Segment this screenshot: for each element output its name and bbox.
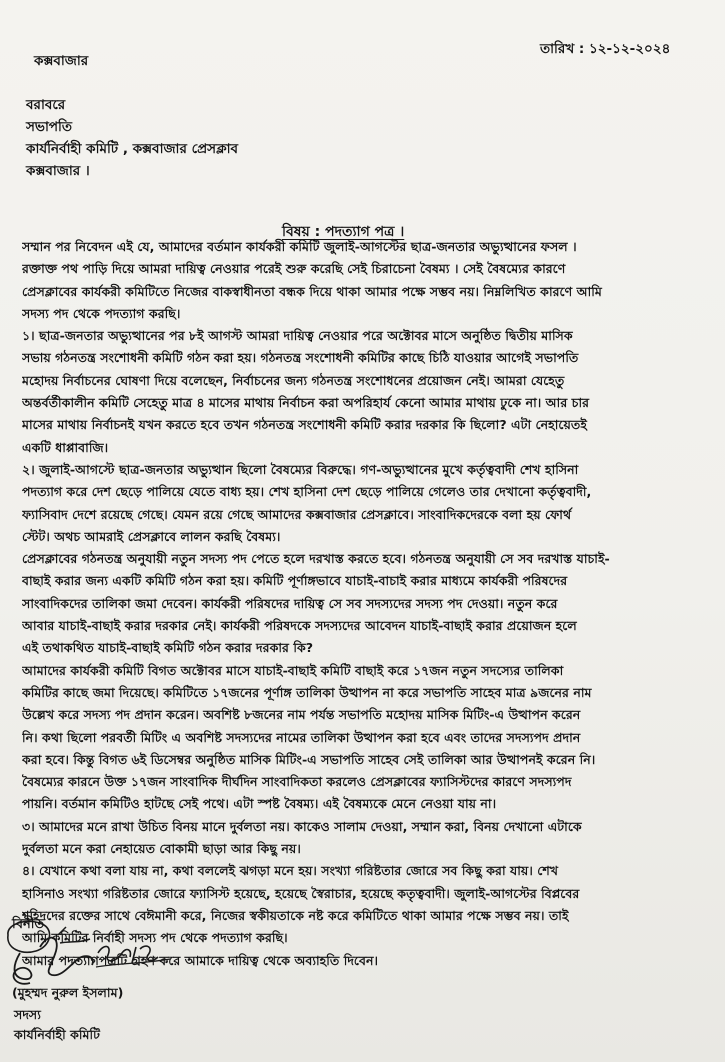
body-line: করা হবে। কিন্তু বিগত ৬ই ডিসেম্বর অনুষ্ঠিত মাসিক মিটিং-এ সভাপতি সাহেব সেই তালিকা আর উত্থাপনই করেন নি।: [22, 751, 596, 767]
recipient-line: কক্সবাজার ।: [26, 163, 90, 179]
recipient-address: [26, 94, 238, 182]
body-line: পদত্যাগ করে দেশ ছেড়ে পালিয়ে যেতে বাধ্য হয়। শেখ হাসিনা দেশ ছেড়ে পালিয়ে গেলেও তার দেখানো কর্তৃত্ববাদী,: [22, 484, 592, 500]
body-line: ১। ছাত্র-জনতার অভ্যুত্থানের পর ৮ই আগস্ট আমরা দায়িত্ব নেওয়ার পরে অক্টোবর মাসে অনুষ্ঠিত দ্বিতীয় মাসিক: [22, 328, 573, 344]
body-line: কমিটির কাছে জমা দিয়েছে। কমিটিতে ১৭জনের পূর্ণাঙ্গ তালিকা উত্থাপন না করে সভাপতি সাহেব মাত্র ৯জনের নাম: [22, 684, 592, 700]
body-line: আমার পদত্যাগপত্রটি গ্রহণ করে আমাকে দায়িত্ব থেকে অব্যাহতি দিবেন।: [22, 952, 379, 968]
body-line: বৈষম্যের কারনে উক্ত ১৭জন সাংবাদিক দীর্ঘদিন সাংবাদিকতা করলেও প্রেসক্লাবের ফ্যাসিস্টদের কারণে সদস্যপদ: [22, 774, 572, 790]
body-line: ফ্যাসিবাদ দেশে রয়েছে গেছে। যেমন রয়ে গেছে আমাদের কক্সবাজার প্রেসক্লাবে। সাংবাদিকদেরকে বলা হয় ফোর্থ: [22, 506, 572, 522]
body-line: প্রেসক্লাবের কার্যকরী কমিটিতে নিজের বাকস্বাধীনতা বন্ধক দিয়ে থাকা আমার পক্ষে সম্ভব নয়। নিম্নলিখিত কারণে আমি: [22, 283, 602, 299]
body-line: এই তথাকথিত যাচাই-বাছাই কমিটি গঠন করার দরকার কি?: [22, 640, 314, 656]
body-line: আমাদের কার্যকরী কমিটি বিগত অক্টোবর মাসে যাচাই-বাছাই কমিটি বাছাই করে ১৭জন নতুন সদস্যের তালিকা: [22, 662, 564, 678]
signer-committee: কার্যনির্বাহী কমিটি: [14, 1027, 100, 1042]
body-line: সাংবাদিকদের তালিকা জমা দেবেন। কার্যকরী পরিষদের দায়িত্ব সে সব সদস্যদের সদস্য পদ দেওয়া। নতুন করে: [22, 595, 558, 611]
letter-body: [22, 236, 682, 972]
body-line: মহোদয় নির্বাচনের ঘোষণা দিয়ে বলেছেন, নির্বাচনের জন্য গঠনতন্ত্র সংশোধনের প্রয়োজন নেই। আমরা যেহেতু: [22, 372, 565, 388]
body-line: ৪। যেখানে কথা বলা যায় না, কথা বললেই ঝগড়া মনে হয়। সংখ্যা গরিষ্টতার জোরে সব কিছু করা যায়। শেখ: [22, 863, 559, 879]
body-line: ২। জুলাই-আগস্টে ছাত্র-জনতার অভ্যুত্থান ছিলো বৈষম্যের বিরুদ্ধে। গণ-অভ্যুত্থানের মুখে কর্তৃত্ববাদী শেখ হাসিনা: [22, 461, 579, 477]
body-line: নি। কথা ছিলো পরবর্তী মিটিং এ অবশিষ্ট সদস্যদের নামের তালিকা উত্থাপন করা হবে এবং তাদের সদস্যপদ প্রদান: [22, 729, 581, 745]
body-line: প্রেসক্লাবের গঠনতন্ত্র অনুযায়ী নতুন সদস্য পদ পেতে হলে দরখাস্ত করতে হবে। গঠনতন্ত্র অনুযায়ী সে সব দরখাস্ত যাচাই-: [22, 551, 610, 567]
body-line: মাসের মাথায় নির্বাচনই যখন করতে হবে তখন গঠনতন্ত্র সংশোধনী কমিটি করার দরকার কি ছিলো? এটা নেহায়েতই: [22, 417, 587, 433]
recipient-line: কার্যনির্বাহী কমিটি , কক্সবাজার প্রেসক্লাব: [26, 141, 239, 157]
sender-place: কক্সবাজার: [34, 53, 89, 69]
signer-title: সদস্য: [14, 1007, 41, 1022]
body-line: সদস্য পদ থেকে পদত্যাগ করছি।: [22, 305, 181, 321]
letter-subject: বিষয় : পদত্যাগ পত্র ।: [282, 224, 405, 240]
valediction: বিনীত: [12, 917, 45, 932]
body-line: রক্তাক্ত পথ পাড়ি দিয়ে আমরা দায়িত্ব নেওয়ার পরেই শুরু করেছি সেই চিরাচেনা বৈষম্য । সেই বৈষম্যের কারণে: [22, 261, 566, 277]
recipient-line: বরাবরে: [26, 97, 66, 113]
body-line: আবার যাচাই-বাছাই করার দরকার নেই। কার্যকরী পরিষদকে সদস্যদের আবেদন যাচাই-বাছাই করার প্রয়োজন হলে: [22, 618, 577, 634]
body-line: শহিদদের রক্তের সাথে বেঈমানী করে, নিজের স্বকীয়তাকে নষ্ট করে কমিটিতে থাকা আমার পক্ষে সম্ভব নয়। তাই: [22, 907, 569, 923]
letter-date: তারিখ : ১২-১২-২০২৪: [540, 41, 671, 57]
signature-block: [0, 905, 260, 1055]
body-line: দুর্বলতা মনে করা নেহায়েত বোকামী ছাড়া আর কিছু নয়।: [22, 841, 301, 857]
body-line: অন্তর্বর্তীকালীন কমিটি সেহেতু মাত্র ৪ মাসের মাথায় নির্বাচন করা অপরিহার্য কেনো আমার মাথায় ঢুকে না। আর চার: [22, 395, 590, 411]
body-line: একটি ধাপ্পাবাজি।: [22, 439, 109, 455]
body-line: ৩। আমাদের মনে রাখা উচিত বিনয় মানে দুর্বলতা নয়। কাকেও সালাম দেওয়া, সম্মান করা, বিনয় দেখানো এটাকে: [22, 818, 582, 834]
recipient-line: সভাপতি: [26, 119, 73, 135]
body-line: বাছাই করার জন্য একটি কমিটি গঠন করা হয়। কমিটি পূর্ণাঙ্গভাবে যাচাই-বাচাই করার মাধ্যমে কার্যকরী পরিষদের: [22, 573, 568, 589]
signer-name: (মুহম্মদ নুরুল ইসলাম): [12, 985, 124, 1000]
body-line: হাসিনাও সংখ্যা গরিষ্টতার জোরে ফ্যাসিস্ট হয়েছে, হয়েছে স্বৈরাচার, হয়েছে কতৃত্ববাদী। জুলাই-আগস্টের বিপ্লবের: [22, 885, 580, 901]
body-line: উল্লেখ করে সদস্য পদ প্রদান করেন। অবশিষ্ট ৮জনের নাম পর্যন্ত সভাপতি মহোদয় মাসিক মিটিং-এ উত্থাপন করেন: [22, 707, 581, 723]
body-line: সভায় গঠনতন্ত্র সংশোধনী কমিটি গঠন করা হয়। গঠনতন্ত্র সংশোধনী কমিটির কাছে চিঠি যাওয়ার আগেই সভাপতি: [22, 350, 579, 366]
body-line: আমি কমিটির নির্বাহী সদস্য পদ থেকে পদত্যাগ করছি।: [22, 930, 288, 946]
body-line: পায়নি। বর্তমান কমিটিও হাটছে সেই পথে। এটা স্পষ্ট বৈষম্য। এই বৈষম্যকে মেনে নেওয়া যায় না।: [22, 796, 497, 812]
body-line: সম্মান পর নিবেদন এই যে, আমাদের বর্তমান কার্যকরী কমিটি জুলাই-আগস্টের ছাত্র-জনতার অভ্যুত্থানের ফসল ।: [22, 239, 577, 254]
body-line: স্টেট। অথচ আমরাই প্রেসক্লাবে লালন করছি বৈষম্য।: [22, 528, 281, 544]
